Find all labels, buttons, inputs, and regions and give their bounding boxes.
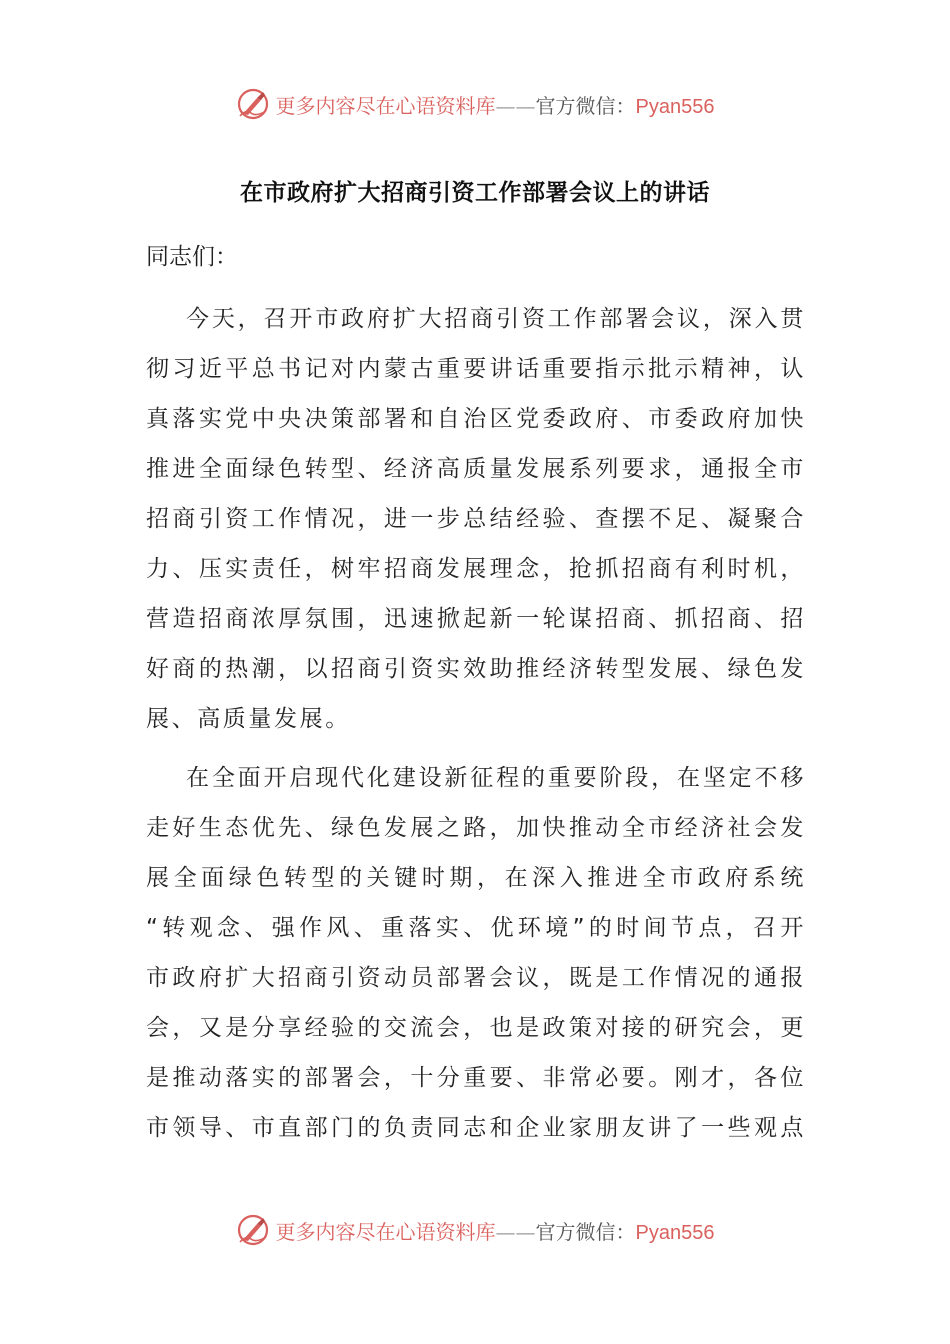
watermark-main: 更多内容尽在心语资料库	[275, 1219, 496, 1244]
watermark-header	[0, 84, 950, 124]
salutation: 同志们：	[146, 244, 238, 270]
paragraph-line: 在全面开启现代化建设新征程的重要阶段，在坚定不移	[186, 765, 806, 791]
paragraph-line: 真落实党中央决策部署和自治区党委政府、市委政府加快	[146, 406, 806, 432]
paragraph-line: 营造招商浓厚氛围，迅速掀起新一轮谋招商、抓招商、招	[146, 606, 806, 632]
pen-logo-icon	[236, 87, 270, 121]
watermark-text	[276, 90, 715, 119]
paragraph-line: 会，又是分享经验的交流会，也是政策对接的研究会，更	[146, 1015, 806, 1041]
paragraph-line: 市政府扩大招商引资动员部署会议，既是工作情况的通报	[146, 965, 806, 991]
paragraph-line: 力、压实责任，树牢招商发展理念，抢抓招商有利时机，	[146, 556, 806, 582]
paragraph-line: 是推动落实的部署会，十分重要、非常必要。刚才，各位	[146, 1065, 806, 1091]
watermark-id: Pyan556	[635, 1221, 715, 1244]
paragraph-line: 展全面绿色转型的关键时期，在深入推进全市政府系统	[146, 865, 806, 891]
pen-logo-icon	[236, 1213, 270, 1247]
watermark-label: 官方微信：	[535, 1219, 636, 1244]
watermark-id: Pyan556	[635, 95, 715, 118]
watermark-separator: ——	[495, 1219, 536, 1244]
paragraph-line: 展、高质量发展。	[146, 706, 351, 732]
paragraph-line: 今天，召开市政府扩大招商引资工作部署会议，深入贯	[186, 306, 806, 332]
paragraph-1	[146, 294, 806, 744]
document-title: 在市政府扩大招商引资工作部署会议上的讲话	[240, 179, 710, 206]
paragraph-line: 市领导、市直部门的负责同志和企业家朋友讲了一些观点	[146, 1115, 806, 1141]
paragraph-line: 走好生态优先、绿色发展之路，加快推动全市经济社会发	[146, 815, 806, 841]
watermark-separator: ——	[495, 93, 536, 118]
watermark-footer	[0, 1210, 950, 1250]
paragraph-line: 推进全面绿色转型、经济高质量发展系列要求，通报全市	[146, 456, 806, 482]
watermark-label: 官方微信：	[535, 93, 636, 118]
paragraph-line: 招商引资工作情况，进一步总结经验、查摆不足、凝聚合	[146, 506, 806, 532]
paragraph-line: 彻习近平总书记对内蒙古重要讲话重要指示批示精神，认	[146, 356, 806, 382]
paragraph-2	[146, 753, 806, 1153]
watermark-main: 更多内容尽在心语资料库	[275, 93, 496, 118]
paragraph-line: 好商的热潮，以招商引资实效助推经济转型发展、绿色发	[146, 656, 806, 682]
paragraph-line: “转观念、强作风、重落实、优环境”的时间节点，召开	[146, 915, 806, 941]
watermark-text	[276, 1216, 715, 1245]
